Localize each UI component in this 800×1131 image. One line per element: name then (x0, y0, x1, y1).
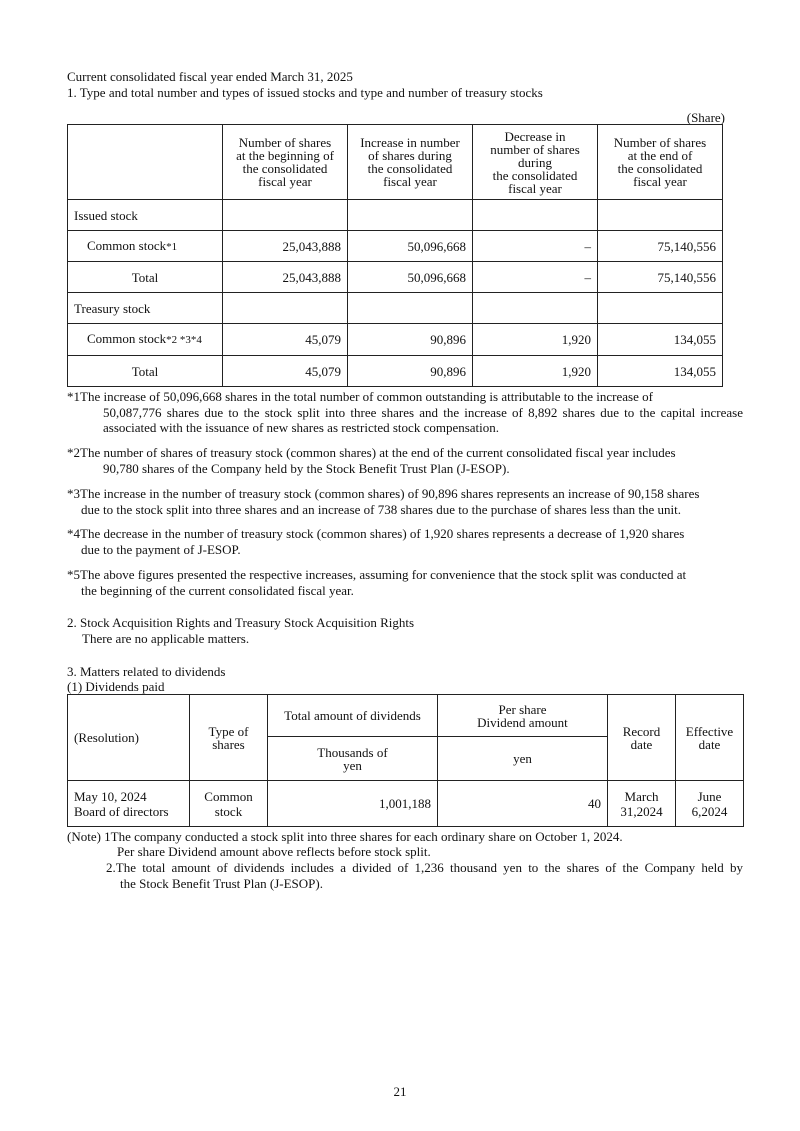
table-cell (473, 293, 598, 324)
col-header-beginning: Number of shares at the beginning of the consolidated fiscal year (223, 125, 348, 200)
dividend-note-1: (Note) 1The company conducted a stock split into three shares for each ordinary share on October 1, 2024. (67, 829, 623, 844)
header-per-share: Per share Dividend amount (438, 695, 608, 737)
table-row (68, 293, 723, 324)
table-cell: 134,055 (598, 324, 723, 356)
table-cell (598, 200, 723, 231)
table-cell: – (473, 262, 598, 293)
row-label: Treasury stock (68, 293, 223, 324)
cell-type: Common stock (190, 781, 268, 827)
footnote-4: *4The decrease in the number of treasury stock (common shares) of 1,920 shares represents a decrease of 1,920 shares due to the payment of J-ESOP. (67, 526, 685, 557)
unit-thousands-yen: Thousands of yen (268, 737, 438, 781)
corner-cell (68, 125, 223, 200)
unit-label: (Share) (686, 110, 725, 125)
table-cell: 25,043,888 (223, 231, 348, 262)
footnote-2: *2The number of shares of treasury stock (common shares) at the end of the current consolidated fiscal year includes 90,780 shares of the Company held by the Stock Benefit Trust Plan (J-ESOP). (67, 445, 676, 476)
dividend-note-1b: Per share Dividend amount above reflects before stock split. (117, 844, 431, 859)
table-cell (223, 293, 348, 324)
footnote-1: *1The increase of 50,096,668 shares in the total number of common outstanding is attributable to the increase of 50,087,776 shares due to the stock split into three shares and the increase of 8,892 shares due to the capital increase associated with the issuance of new shares as restricted stock compensation. (67, 389, 743, 435)
table-cell: 1,920 (473, 356, 598, 387)
col-header-increase: Increase in number of shares during the consolidated fiscal year (348, 125, 473, 200)
table-row (68, 356, 723, 387)
table-cell: 1,920 (473, 324, 598, 356)
table-cell (473, 200, 598, 231)
col-header-decrease: Decrease in number of shares during the consolidated fiscal year (473, 125, 598, 200)
table-cell: 45,079 (223, 356, 348, 387)
stock-table-header-row (68, 125, 723, 200)
dividend-note-2b: the Stock Benefit Trust Plan (J-ESOP). (120, 876, 323, 891)
table-cell: 90,896 (348, 324, 473, 356)
dividend-table (67, 694, 744, 827)
table-cell: – (473, 231, 598, 262)
table-row (68, 231, 723, 262)
row-label: Total (68, 356, 223, 387)
unit-yen: yen (438, 737, 608, 781)
row-label: Common stock*1 (68, 231, 223, 262)
footnote-5: *5The above figures presented the respective increases, assuming for convenience that the stock split was conducted at the beginning of the current consolidated fiscal year. (67, 567, 687, 598)
table-cell: 90,896 (348, 356, 473, 387)
table-cell (598, 293, 723, 324)
cell-resolution: May 10, 2024 Board of directors (68, 781, 190, 827)
col-header-end: Number of shares at the end of the consolidated fiscal year (598, 125, 723, 200)
row-label: Issued stock (68, 200, 223, 231)
table-cell: 75,140,556 (598, 262, 723, 293)
dividend-note-2: 2.The total amount of dividends includes a divided of 1,236 thousand yen to the shares of the Company held by (106, 860, 743, 875)
footnote-3: *3The increase in the number of treasury stock (common shares) of 90,896 shares represents an increase of 90,158 shares due to the stock split into three shares and an increase of 738 shares due to the purchase of shares less than the unit. (67, 486, 700, 517)
table-cell: 75,140,556 (598, 231, 723, 262)
cell-per-share: 40 (438, 781, 608, 827)
stock-table (67, 124, 723, 387)
table-cell: 134,055 (598, 356, 723, 387)
table-cell: 50,096,668 (348, 231, 473, 262)
section2-body: There are no applicable matters. (82, 631, 250, 646)
page-number: 21 (393, 1084, 407, 1099)
table-cell (223, 200, 348, 231)
table-row (68, 262, 723, 293)
section3-title: 3. Matters related to dividends (67, 664, 226, 679)
header-line-1: Current consolidated fiscal year ended March 31, 2025 (67, 69, 353, 84)
table-row (68, 324, 723, 356)
table-cell (348, 293, 473, 324)
cell-effective-date: June 6,2024 (676, 781, 744, 827)
table-cell: 25,043,888 (223, 262, 348, 293)
table-row (68, 781, 744, 827)
row-label: Total (68, 262, 223, 293)
header-resolution: (Resolution) (68, 695, 190, 781)
section3-subtitle: (1) Dividends paid (67, 679, 165, 694)
header-total-amount: Total amount of dividends (268, 695, 438, 737)
table-cell (348, 200, 473, 231)
header-effective-date: Effective date (676, 695, 744, 781)
header-type-of-shares: Type of shares (190, 695, 268, 781)
table-row (68, 200, 723, 231)
section1-title: 1. Type and total number and types of issued stocks and type and number of treasury stocks (67, 85, 543, 100)
cell-total-amount: 1,001,188 (268, 781, 438, 827)
dividend-header-row (68, 695, 744, 737)
cell-record-date: March 31,2024 (608, 781, 676, 827)
table-cell: 45,079 (223, 324, 348, 356)
header-record-date: Record date (608, 695, 676, 781)
table-cell: 50,096,668 (348, 262, 473, 293)
row-label: Common stock*2 *3*4 (68, 324, 223, 356)
section2-title: 2. Stock Acquisition Rights and Treasury Stock Acquisition Rights (67, 615, 415, 630)
